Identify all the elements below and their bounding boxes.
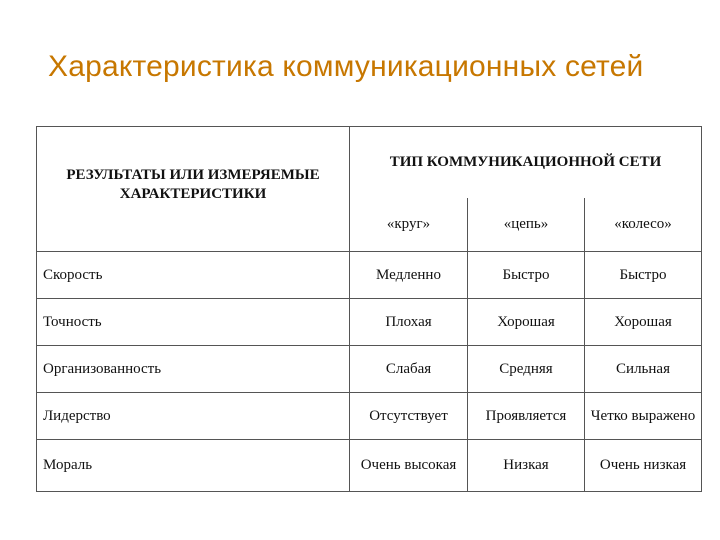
row-label: Точность — [37, 299, 350, 346]
table-row — [37, 346, 702, 393]
table-row — [37, 252, 702, 299]
table-row — [37, 393, 702, 440]
row-label: Лидерство — [37, 393, 350, 440]
table-cell: Проявляется — [468, 393, 585, 440]
table-cell: Средняя — [468, 346, 585, 393]
table-cell: Очень высокая — [350, 440, 468, 492]
table-row — [37, 299, 702, 346]
table-cell: Четко выражено — [585, 393, 702, 440]
header-row — [37, 127, 702, 198]
slide-title: Характеристика коммуникационных сетей — [48, 50, 644, 83]
table-cell: Хорошая — [585, 299, 702, 346]
left-header-text: РЕЗУЛЬТАТЫ ИЛИ ИЗМЕРЯЕМЫЕ ХАРАКТЕРИСТИКИ — [66, 167, 320, 202]
table-row — [37, 440, 702, 492]
table-cell: Медленно — [350, 252, 468, 299]
table-cell: Очень низкая — [585, 440, 702, 492]
table-cell: Низкая — [468, 440, 585, 492]
group-header-cell: ТИП КОММУНИКАЦИОННОЙ СЕТИ — [350, 127, 702, 198]
table-cell: Хорошая — [468, 299, 585, 346]
table-cell: Быстро — [585, 252, 702, 299]
table-cell: Слабая — [350, 346, 468, 393]
row-label: Организованность — [37, 346, 350, 393]
row-label: Скорость — [37, 252, 350, 299]
table-cell: Отсутствует — [350, 393, 468, 440]
table-cell: Быстро — [468, 252, 585, 299]
column-header-koleso: «колесо» — [585, 198, 702, 252]
table-cell: Сильная — [585, 346, 702, 393]
table-cell: Плохая — [350, 299, 468, 346]
row-label: Мораль — [37, 440, 350, 492]
network-characteristics-table — [36, 126, 702, 492]
column-header-tsep: «цепь» — [468, 198, 585, 252]
left-header-cell — [37, 127, 350, 252]
column-header-krug: «круг» — [350, 198, 468, 252]
